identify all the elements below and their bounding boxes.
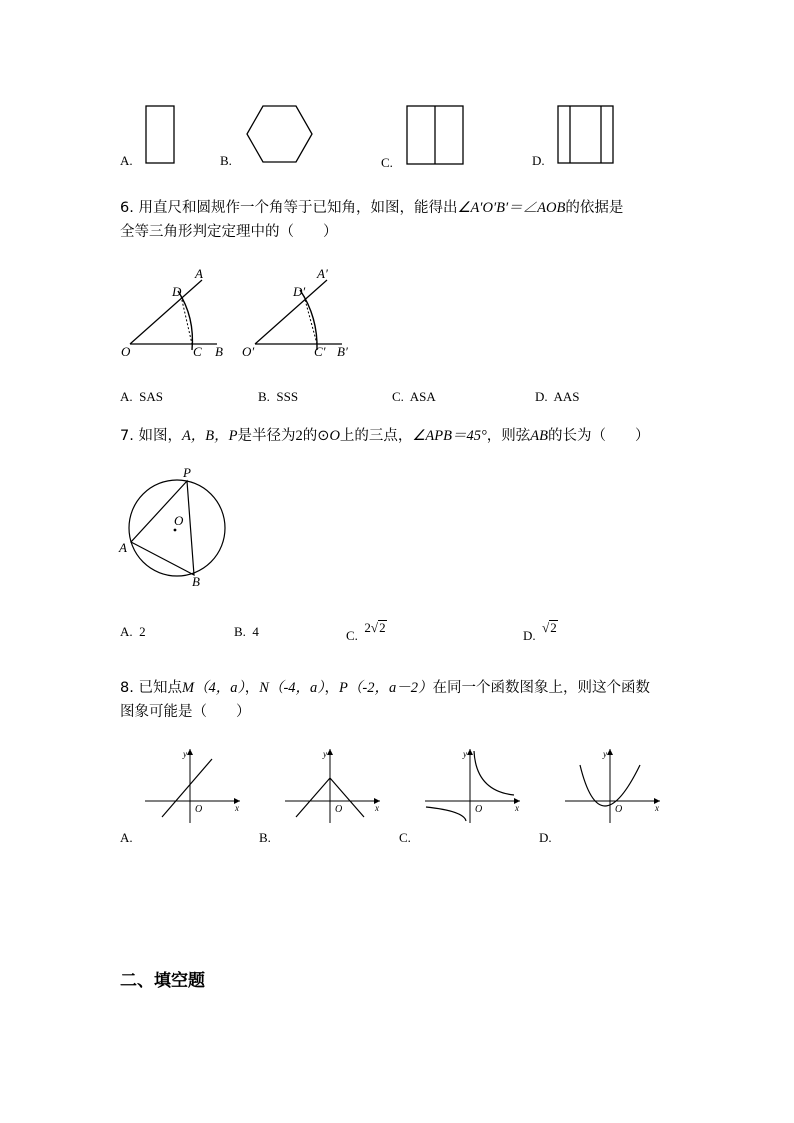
q5-figure-d	[550, 100, 620, 170]
q8-option-d[interactable]: D.	[539, 830, 552, 845]
q7-label-a: A	[119, 540, 127, 555]
q7-option-c[interactable]	[346, 620, 387, 643]
q6-right-label-b: B′	[337, 344, 348, 359]
q8-d-y-label: y	[603, 749, 607, 759]
q7-option-c-radicand: 2	[379, 620, 386, 635]
q7-label-o: O	[174, 513, 184, 528]
q7-option-c-sqrt-symbol: √	[370, 620, 379, 635]
q6-figure-right	[240, 262, 365, 362]
q8-text-post: 在同一个函数图象上，则这个函数	[432, 680, 650, 696]
q7-text-mid2: 的⊙	[302, 428, 330, 444]
q7-angle: ∠APB＝45°	[412, 428, 487, 444]
q6-left-label-b: B	[215, 344, 223, 359]
q6-question	[120, 196, 690, 244]
q7-circle-figure	[115, 462, 235, 592]
q8-text-pre: 已知点	[138, 680, 182, 696]
q8-b-origin-label: O	[335, 804, 343, 815]
q6-option-c-text: ASA	[409, 389, 436, 404]
q7-option-d-sqrt-symbol: √	[542, 620, 550, 635]
q7-option-c-letter: C.	[346, 628, 358, 643]
q8-point-m: M（4，a）	[181, 680, 245, 696]
q8-graph-d	[560, 745, 665, 825]
q7-text-mid3: 上的三点，	[339, 428, 413, 444]
q6-option-d[interactable]	[535, 389, 579, 405]
q7-label-b: B	[192, 574, 200, 589]
q6-text-part2: 的依据是	[565, 200, 624, 216]
q8-d-origin-label: O	[615, 804, 623, 815]
q6-figure-left	[115, 262, 235, 362]
q6-option-a[interactable]	[120, 389, 163, 405]
q5-option-b[interactable]: B.	[220, 153, 232, 168]
q8-option-a[interactable]: A.	[120, 830, 133, 845]
q7-label-p: P	[183, 465, 191, 480]
q7-option-d-letter: D.	[523, 628, 536, 643]
q5-option-a[interactable]: A.	[120, 153, 133, 168]
q8-graph-b	[280, 745, 385, 825]
q7-number: 7.	[120, 428, 134, 444]
q6-right-label-a: A′	[317, 266, 328, 281]
q8-option-c[interactable]: C.	[399, 830, 411, 845]
q7-option-b-letter: B.	[234, 624, 246, 639]
q7-circle: O	[329, 428, 340, 444]
q7-radius: 2	[295, 428, 303, 444]
q6-left-label-c: C	[193, 344, 202, 359]
q7-question	[120, 424, 690, 448]
q8-c-x-label: x	[515, 803, 519, 813]
q6-option-c-letter: C.	[392, 389, 404, 404]
q6-option-a-letter: A.	[120, 389, 133, 404]
q7-option-a-letter: A.	[120, 624, 133, 639]
q7-text-end: 的长为（ ）	[548, 428, 650, 444]
q7-text-mid4: ，则弦	[486, 428, 531, 444]
q7-option-d[interactable]	[523, 620, 558, 643]
q6-option-c[interactable]	[392, 389, 436, 405]
q6-right-label-o: O′	[242, 344, 255, 359]
q8-a-origin-label: O	[195, 804, 203, 815]
q7-option-b[interactable]	[234, 624, 259, 640]
q8-point-n: N（-4，a）	[259, 680, 325, 696]
q5-figure-c	[400, 100, 470, 170]
q8-graph-a	[140, 745, 245, 825]
q6-option-d-letter: D.	[535, 389, 548, 404]
q7-option-c-coef: 2	[364, 620, 371, 635]
q8-a-y-label: y	[183, 749, 187, 759]
q8-c-origin-label: O	[475, 804, 483, 815]
q7-chord: AB	[530, 428, 549, 444]
q5-option-c[interactable]: C.	[381, 155, 393, 170]
q8-option-b[interactable]: B.	[259, 830, 271, 845]
q6-left-label-d: D	[172, 284, 182, 299]
section-fill-in-title: 二、填空题	[120, 971, 205, 991]
q7-option-b-text: 4	[252, 624, 259, 639]
q8-d-x-label: x	[655, 803, 659, 813]
q6-right-label-c: C′	[314, 344, 326, 359]
q6-text-part1: 用直尺和圆规作一个角等于已知角，如图，能得出	[138, 200, 458, 216]
q7-text-pre: 如图，	[138, 428, 182, 444]
q8-question: 8. 已知点M（4，a），N（-4，a），P（-2，a－2）在同一个函数图象上，则这个函数 图象可能是（ ）	[120, 680, 650, 720]
q6-number: 6.	[120, 200, 134, 216]
q7-option-a-text: 2	[139, 624, 146, 639]
q6-option-a-text: SAS	[139, 389, 163, 404]
q8-point-p: P（-2，a－2）	[339, 680, 433, 696]
q6-angle-expression: ∠A′O′B′＝∠AOB	[457, 200, 566, 216]
q8-b-x-label: x	[375, 803, 379, 813]
q5-figure-a	[140, 100, 180, 170]
q6-option-b-letter: B.	[258, 389, 270, 404]
q6-text-line2: 全等三角形判定定理中的（ ）	[120, 224, 338, 240]
q8-c-y-label: y	[463, 749, 467, 759]
q7-points: A，B，P	[181, 428, 238, 444]
q6-left-label-o: O	[121, 344, 131, 359]
q6-option-d-text: AAS	[553, 389, 580, 404]
q8-graph-c	[420, 745, 525, 825]
q8-text-line2: 图象可能是（ ）	[120, 704, 251, 720]
q8-b-y-label: y	[323, 749, 327, 759]
q6-left-label-a: A	[195, 266, 203, 281]
q7-text-mid: 是半径为	[237, 428, 296, 444]
q8-a-x-label: x	[235, 803, 239, 813]
q7-option-d-radicand: 2	[550, 620, 557, 635]
q8-number: 8.	[120, 680, 134, 696]
q7-option-a[interactable]	[120, 624, 146, 640]
q5-figure-b	[240, 100, 320, 170]
q6-right-label-d: D′	[293, 284, 306, 299]
q6-option-b[interactable]	[258, 389, 298, 405]
q5-option-d[interactable]: D.	[532, 153, 545, 168]
q6-option-b-text: SSS	[276, 389, 299, 404]
